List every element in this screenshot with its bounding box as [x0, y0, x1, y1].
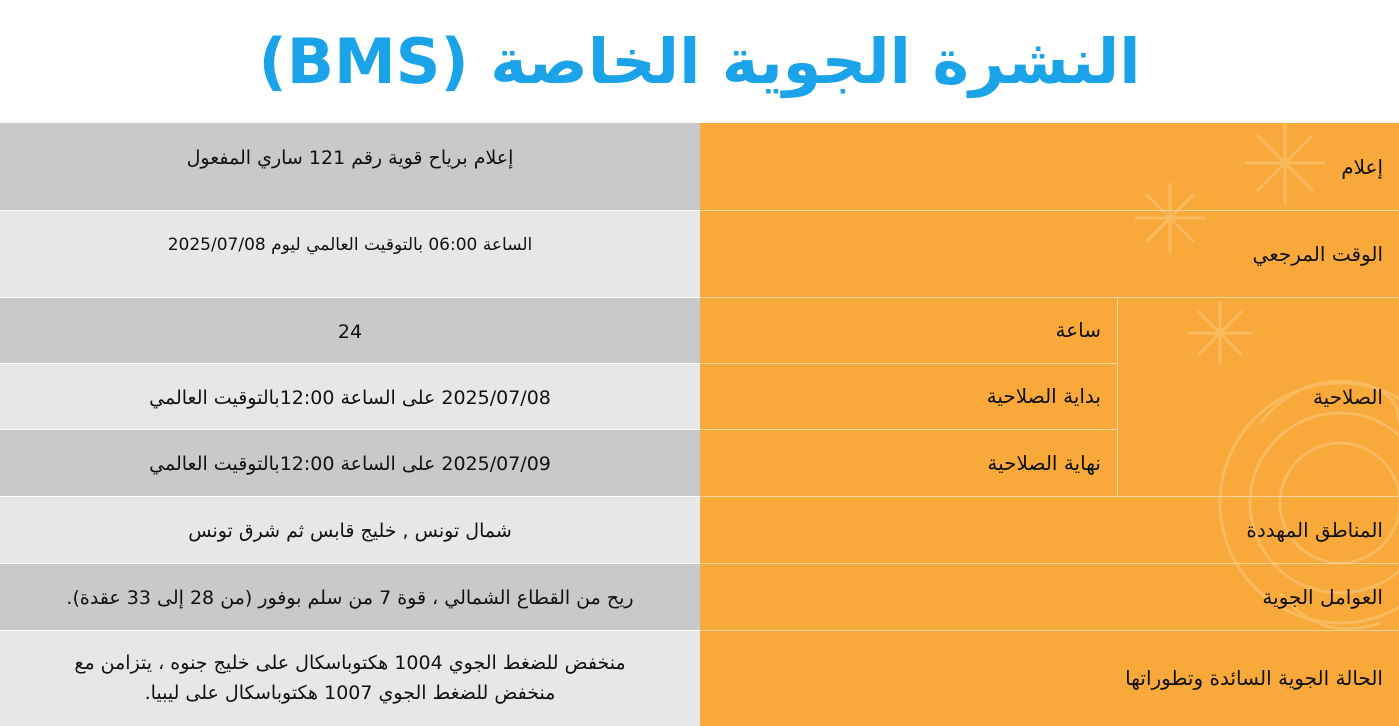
validity-start-value: 2025/07/08 على الساعة 12:00بالتوقيت العالمي [0, 363, 700, 429]
alert-label [700, 123, 1399, 210]
threatened-areas-label-text: المناطق المهددة [1246, 517, 1383, 542]
situation-label-text: الحالة الجوية السائدة وتطوراتها [1125, 666, 1383, 690]
validity-end-value: 2025/07/09 على الساعة 12:00بالتوقيت العالمي [0, 429, 700, 496]
validity-end-label-text: نهاية الصلاحية [987, 450, 1101, 475]
validity-end-label [700, 429, 1117, 496]
validity-hours-value: 24 [0, 297, 700, 363]
weather-factors-label-text: العوامل الجوية [1262, 584, 1383, 609]
situation-value-line-2: منخفض للضغط الجوي 1007 هكتوباسكال على ليبيا. [144, 682, 556, 704]
validity-hours-label [700, 297, 1117, 363]
situation-value-line-1: منخفض للضغط الجوي 1004 هكتوباسكال على خليج جنوه ، يتزامن مع [74, 652, 626, 674]
validity-start-label-text: بداية الصلاحية [986, 384, 1101, 408]
alert-value: إعلام برياح قوية رقم 121 ساري المفعول [0, 123, 700, 210]
validity-label-text: الصلاحية [1312, 384, 1383, 409]
situation-label [700, 630, 1399, 726]
alert-label-text: إعلام [1341, 154, 1383, 179]
situation-value [0, 630, 700, 726]
threatened-areas-label [700, 496, 1399, 563]
reference-time-value: الساعة 06:00 بالتوقيت العالمي ليوم 2025/07/08 [0, 210, 700, 297]
validity-label [1117, 297, 1399, 496]
validity-hours-label-text: ساعة [1055, 318, 1101, 342]
bulletin-table [0, 123, 1399, 726]
reference-time-label-text: الوقت المرجعي [1252, 241, 1383, 266]
page-title: النشرة الجوية الخاصة (BMS) [258, 25, 1141, 98]
reference-time-label [700, 210, 1399, 297]
validity-start-label [700, 363, 1117, 429]
weather-factors-value: ريح من القطاع الشمالي ، قوة 7 من سلم بوفور (من 28 إلى 33 عقدة). [0, 563, 700, 630]
weather-factors-label [700, 563, 1399, 630]
threatened-areas-value: شمال تونس , خليج قابس ثم شرق تونس [0, 496, 700, 563]
